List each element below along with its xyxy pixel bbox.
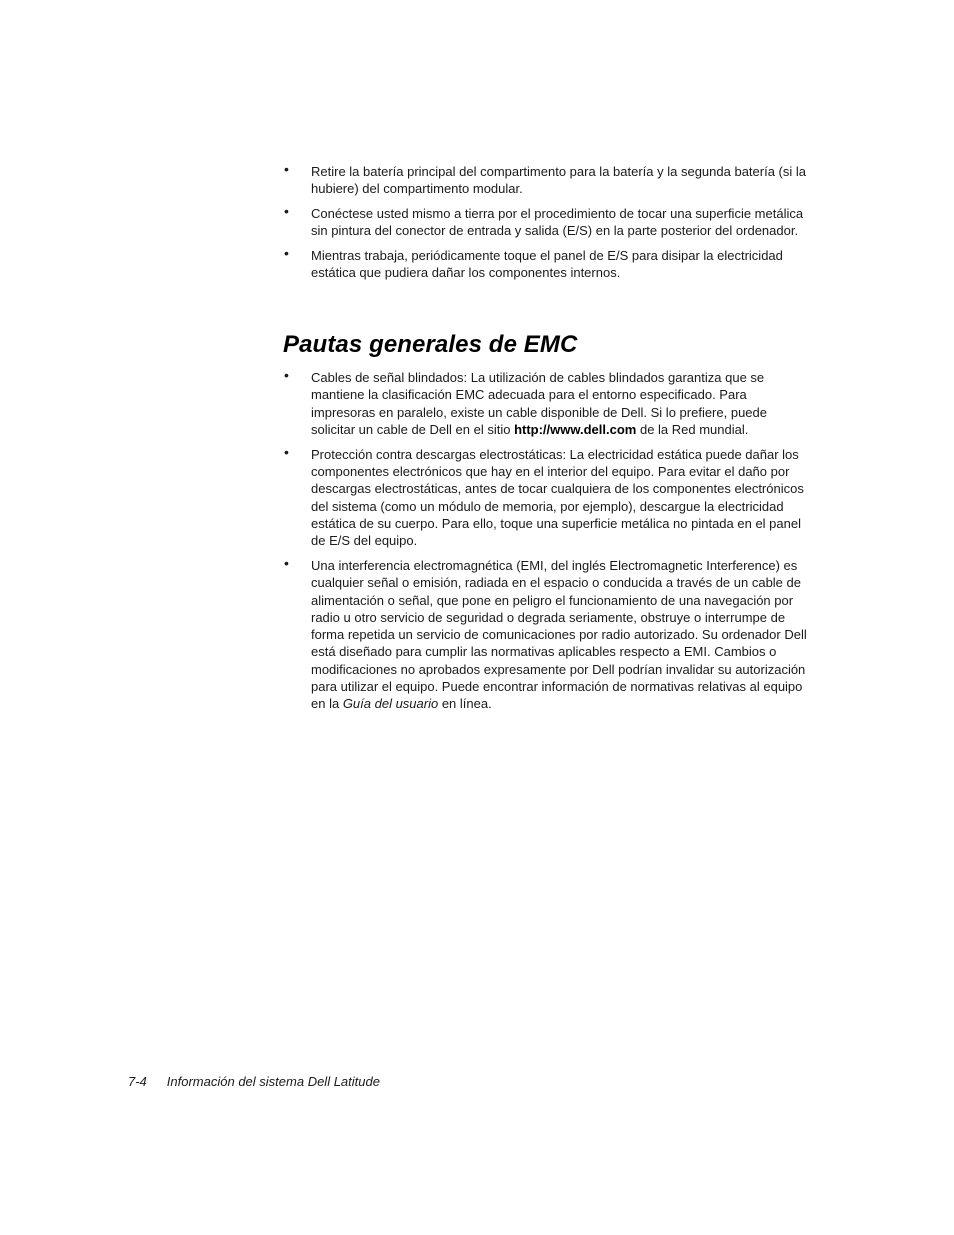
page-number: 7-4 bbox=[128, 1074, 147, 1089]
bullet-marker: • bbox=[284, 443, 289, 460]
bullet-text-end: en línea. bbox=[438, 696, 492, 712]
list-item bbox=[283, 369, 813, 438]
list-item bbox=[283, 163, 813, 198]
page-footer bbox=[128, 1074, 380, 1089]
list-item bbox=[283, 554, 813, 713]
user-guide-title: Guía del usuario bbox=[342, 696, 439, 712]
list-item bbox=[283, 205, 813, 240]
bullet-marker: • bbox=[284, 161, 289, 177]
bullet-text-end: de la Red mundial. bbox=[636, 421, 749, 437]
list-item bbox=[283, 443, 813, 550]
bullet-text: Protección contra descargas electrostáticas: La electricidad estática puede dañar los componentes electrónicos que hay en el interior del equipo. Para evitar el daño por descargas electrostáticas, antes de tocar cualquiera de los componentes electrónicos del sistema (como un módulo de memoria, por ejemplo), descargue la electricidad estática de su cuerpo. Para ello, toque una superficie metálica no pintada en el panel de E/S del equipo. bbox=[311, 446, 804, 549]
bullet-marker: • bbox=[284, 367, 289, 383]
intro-bullet-list bbox=[283, 163, 813, 289]
footer-title: Información del sistema Dell Latitude bbox=[166, 1074, 380, 1089]
bullet-marker: • bbox=[284, 554, 289, 571]
bullet-text-start: Cables de señal blindados: La utilización de cables blindados garantiza que se mantiene la clasificación EMC adecuada para el entorno especificado. Para impresoras en paralelo, existe un cable disponible de Dell. Si lo prefiere, puede solicitar un cable de Dell en el sitio bbox=[311, 370, 767, 437]
bullet-marker: • bbox=[284, 203, 289, 220]
section-heading: Pautas generales de EMC bbox=[283, 331, 578, 358]
emc-bullet-list bbox=[283, 369, 813, 720]
bullet-text-start: Una interferencia electromagnética (EMI, del inglés Electromagnetic Interference) es cualquier señal o emisión, radiada en el espacio o conducida a través de un cable de alimentación o señal, que pone en peligro el funcionamiento de una navegación por radio u otro servicio de seguridad o degrada seriamente, obstruye o interrumpe de forma repetida un servicio de comunicaciones por radio autorizado. Su ordenador Dell está diseñado para cumplir las normativas aplicables respecto a EMI. Cambios o modificaciones no aprobados expresamente por Dell podrían invalidar su autorización para utilizar el equipo. Puede encontrar información de normativas relativas al equipo en la bbox=[311, 557, 807, 712]
list-item bbox=[283, 247, 813, 282]
dell-url-link[interactable]: http://www.dell.com bbox=[514, 421, 637, 437]
bullet-text: Conéctese usted mismo a tierra por el procedimiento de tocar una superficie metálica sin pintura del conector de entrada y salida (E/S) en la parte posterior del ordenador. bbox=[311, 206, 804, 239]
bullet-text: Retire la batería principal del compartimento para la batería y la segunda batería (si la hubiere) del compartimento modular. bbox=[311, 164, 806, 197]
bullet-marker: • bbox=[284, 245, 289, 262]
bullet-text: Mientras trabaja, periódicamente toque el panel de E/S para disipar la electricidad estática que pudiera dañar los componentes internos. bbox=[311, 248, 783, 281]
